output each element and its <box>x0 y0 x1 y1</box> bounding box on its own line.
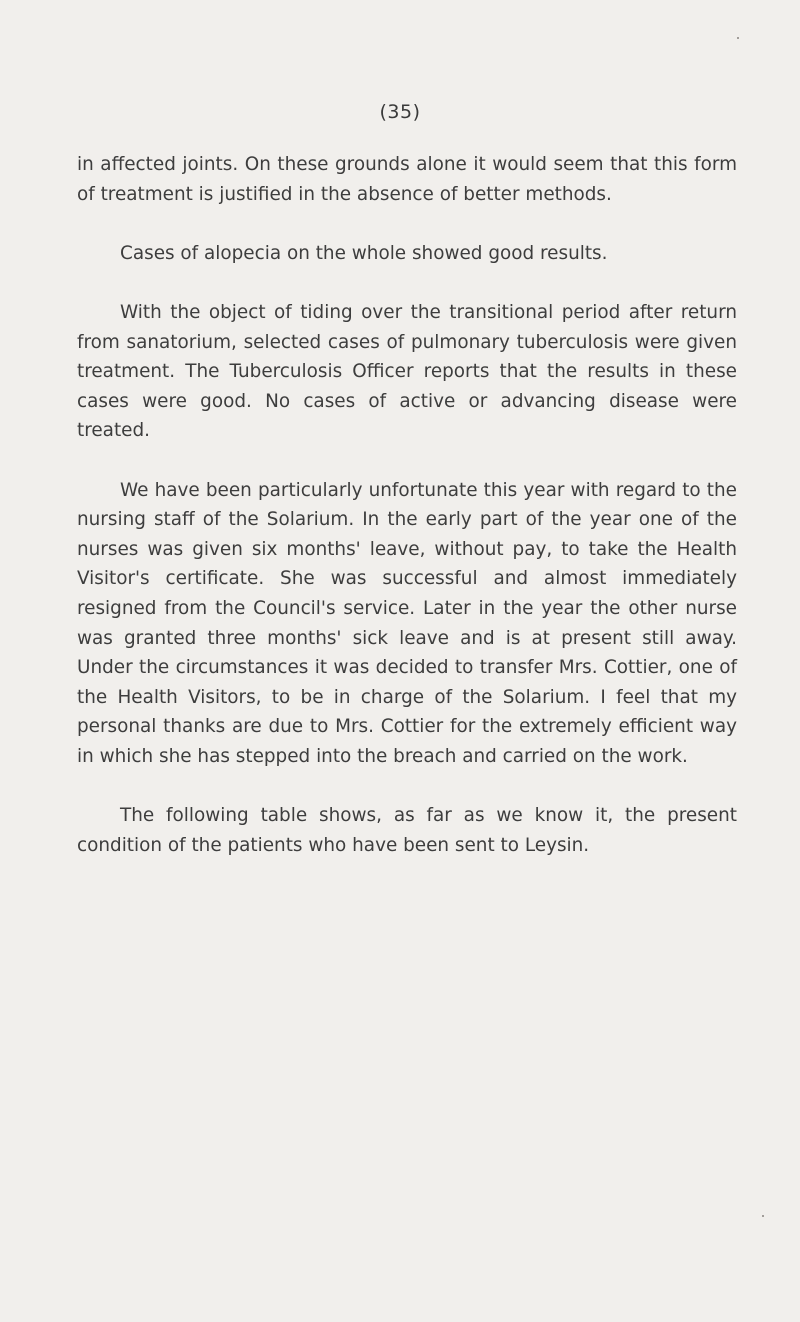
paper-speck <box>737 37 739 39</box>
paragraph-tuberculosis: With the object of tiding over the transitional period after return from sanatorium, selected cases of pulmonary tuberculosis were given treatment. The Tuberculosis Officer reports that the results in these cases were good. No cases of active or advancing disease were treated. <box>77 301 737 442</box>
paragraph-alopecia: Cases of alopecia on the whole showed good results. <box>120 242 608 264</box>
page-number: (35) <box>379 101 421 123</box>
paragraph-continuation: in affected joints. On these grounds alone it would seem that this form of treatment is justified in the absence of better methods. <box>77 154 737 205</box>
paragraph-table-intro: The following table shows, as far as we know it, the present condition of the patients who have been sent to Leysin. <box>77 805 737 856</box>
paragraph-nursing-staff: We have been particularly unfortunate this year with regard to the nursing staff of the Solarium. In the early part of the year one of the nurses was given six months' leave, without pay, to take the Health Visitor's certificate. She was successful and almost immediately resigned from the Council's service. Later in the year the other nurse was granted three months' sick leave and is at present still away. Under the circumstances it was decided to transfer Mrs. Cottier, one of the Health Visitors, to be in charge of the Solarium. I feel that my personal thanks are due to Mrs. Cottier for the extremely efficient way in which she has stepped into the breach and carried on the work. <box>77 479 737 767</box>
body-text <box>77 150 737 890</box>
paper-speck <box>762 1215 764 1217</box>
